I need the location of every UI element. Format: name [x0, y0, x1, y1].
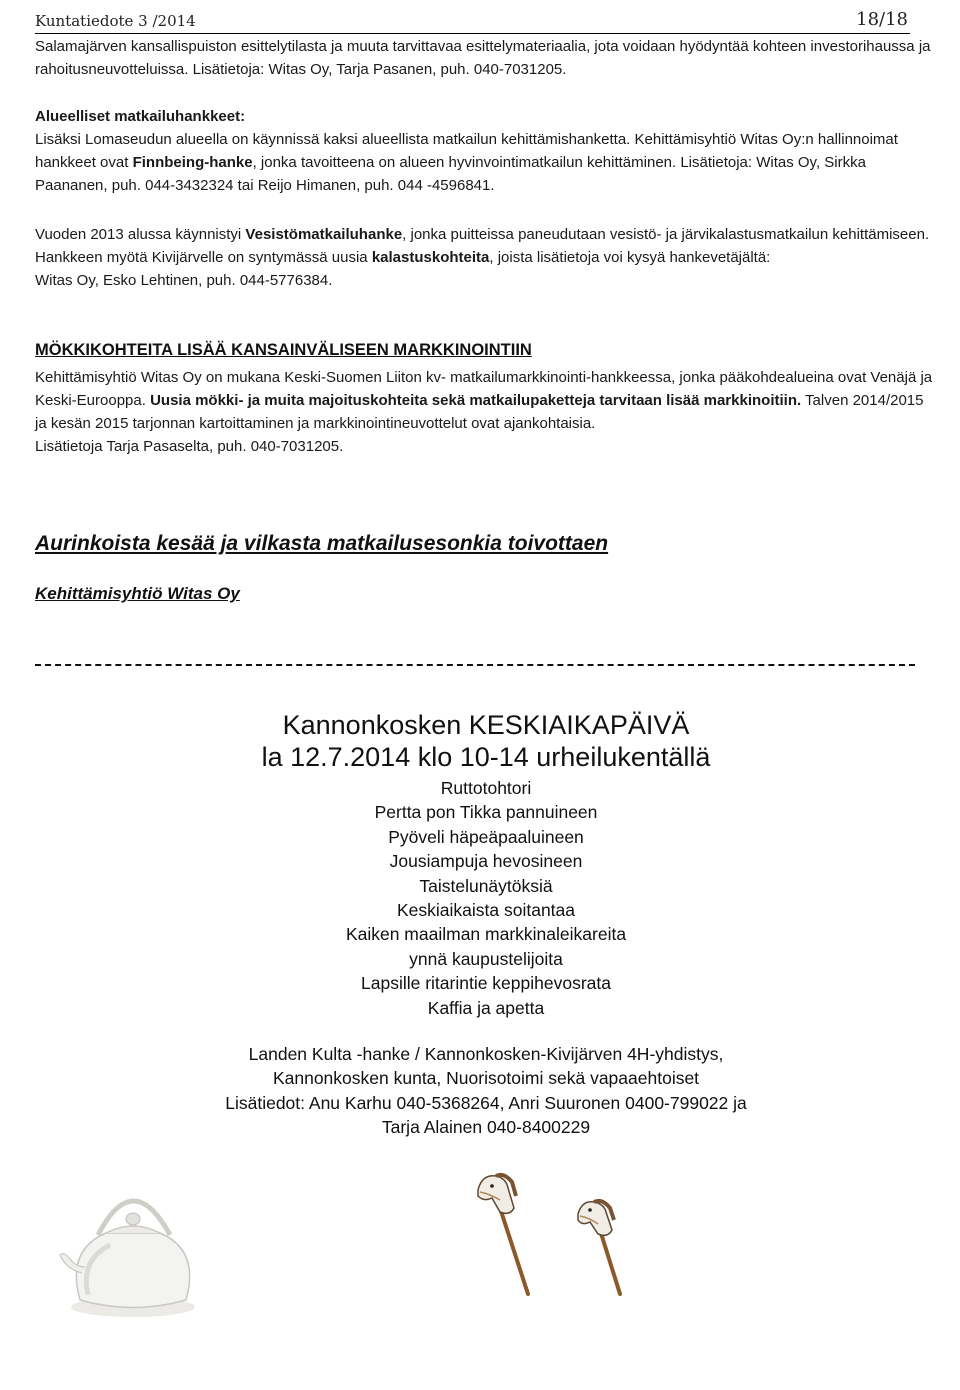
- vesisto-text-a: Vuoden 2013 alussa käynnistyi: [35, 226, 246, 243]
- mokki-contact: Lisätietoja Tarja Pasaselta, puh. 040-7031205.: [35, 438, 344, 455]
- hobby-horse-icon: [470, 1168, 660, 1298]
- program-item: Pyöveli häpeäpaaluineen: [388, 826, 584, 847]
- organizer-line: Lisätiedot: Anu Karhu 040-5368264, Anri Suuronen 0400-799022 ja: [225, 1092, 747, 1113]
- program-item: ynnä kaupustelijoita: [409, 948, 563, 969]
- header-rule: [35, 33, 910, 34]
- signature: Kehittämisyhtiö Witas Oy: [35, 584, 240, 603]
- kalastuskohteita-keyword: kalastuskohteita: [371, 249, 490, 266]
- summer-greeting: Aurinkoista kesää ja vilkasta matkailusesonkia toivottaen: [35, 532, 609, 555]
- intro-paragraph: [35, 35, 935, 81]
- mokki-text-a: Kehittämisyhtiö Witas Oy on mukana Keski-Suomen Liiton kv- matkailumarkkinointi-hankkeessa, jonka pääkohdealueina ovat Venäjä ja Keski-Eurooppa.: [35, 369, 933, 409]
- vesisto-text-c: , joista lisätietoja voi kysyä hankevetäjältä:: [489, 249, 771, 266]
- mokki-paragraph: [35, 366, 935, 435]
- kettle-icon: [58, 1175, 208, 1325]
- section-divider: [35, 664, 915, 666]
- program-item: Pertta pon Tikka pannuineen: [374, 802, 598, 823]
- vesisto-project: Vesistömatkailuhanke: [245, 226, 403, 243]
- program-item: Jousiampuja hevosineen: [389, 851, 583, 872]
- event-title: Kannonkosken KESKIAIKAPÄIVÄ: [282, 710, 690, 740]
- event-date: la 12.7.2014 klo 10-14 urheilukentällä: [261, 742, 711, 772]
- program-item: Ruttotohtori: [440, 778, 532, 798]
- mokki-highlight: Uusia mökki- ja muita majoituskohteita sekä matkailupaketteja tarvitaan lisää markkinoitiin.: [150, 392, 802, 409]
- page-number: 18/18: [856, 9, 908, 30]
- vesisto-section: [35, 223, 935, 292]
- program-item: Taistelunäytöksiä: [419, 875, 553, 896]
- regional-text-b: , jonka tavoitteena on alueen hyvinvointimatkailun kehittäminen. Lisätietoja: Witas Oy, Sirkka Paananen, puh. 044-3432324 tai Reijo Himanen, puh. 044 -4596841.: [35, 154, 866, 194]
- program-item: Lapsille ritarintie keppihevosrata: [361, 973, 611, 994]
- event-program: [0, 776, 960, 1020]
- mokki-heading: MÖKKIKOHTEITA LISÄÄ KANSAINVÄLISEEN MARKKINOINTIIN: [35, 341, 532, 359]
- finnbeing-project: Finnbeing-hanke: [132, 154, 253, 171]
- event-organizers: [0, 1042, 960, 1140]
- regional-section: [35, 105, 935, 197]
- intro-text: Salamajärven kansallispuiston esittelytilasta ja muuta tarvittavaa esittelymateriaalia, jota voidaan hyödyntää kohteen investorihaussa ja rahoitusneuvotteluissa. Lisätietoja: Witas Oy, Tarja Pasanen, puh. 040-7031205.: [35, 38, 931, 78]
- regional-text-a: Lisäksi Lomaseudun alueella on käynnissä kaksi alueellista matkailun kehittämishanketta. Kehittämisyhtiö Witas Oy:n hallinnoimat hankkeet ovat: [35, 131, 898, 171]
- organizer-line: Kannonkosken kunta, Nuorisotoimi sekä vapaaehtoiset: [272, 1068, 700, 1089]
- vesisto-contact: Witas Oy, Esko Lehtinen, puh. 044-5776384.: [35, 272, 333, 289]
- newsletter-title: Kuntatiedote 3 /2014: [35, 12, 196, 30]
- mokki-section: [35, 366, 935, 458]
- mokki-text-b: Talven 2014/2015 ja kesän 2015 tarjonnan kartoittaminen ja markkinointineuvottelut ovat ajankohtaisia.: [35, 392, 924, 432]
- organizer-line: Landen Kulta -hanke / Kannonkosken-Kivijärven 4H-yhdistys,: [248, 1044, 724, 1064]
- program-item: Kaffia ja apetta: [427, 997, 545, 1018]
- program-item: Kaiken maailman markkinaleikareita: [345, 924, 627, 945]
- regional-heading: Alueelliset matkailuhankkeet:: [35, 108, 246, 125]
- vesisto-paragraph: [35, 223, 935, 269]
- organizer-line: Tarja Alainen 040-8400229: [381, 1117, 591, 1138]
- vesisto-text-b: , jonka puitteissa paneudutaan vesistö- ja järvikalastusmatkailun kehittämiseen. Hankkeen myötä Kivijärvelle on syntymässä uusia: [35, 226, 930, 266]
- regional-paragraph: [35, 128, 935, 197]
- program-item: Keskiaikaista soitantaa: [396, 900, 576, 921]
